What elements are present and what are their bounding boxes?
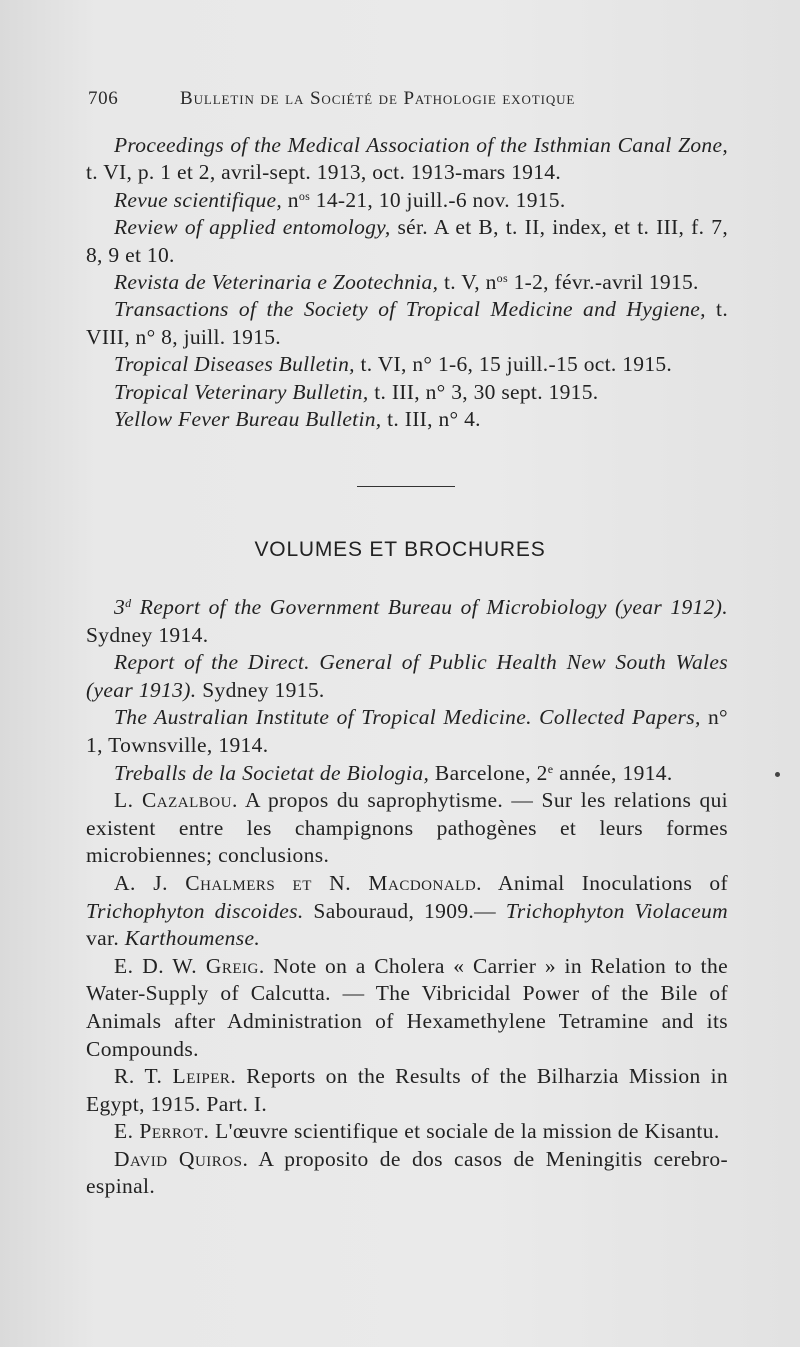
section-divider [357,486,455,487]
page-number: 706 [88,88,119,109]
author-name: E. Perrot. [114,1119,210,1144]
section-title: VOLUMES ET BROCHURES [254,538,546,561]
volume-entry: A. J. Chalmers et N. Macdonald. Animal Inoculations of Trichophyton discoides. Sabouraud, 1909.— Trichophyton Violaceum var. Karthoumense. [86,870,728,951]
periodicals-list [86,132,728,433]
periodical-entry: Revista de Veterinaria e Zootechnia, t. V, $n^{os}$ 1-2, févr.-avril 1915. [114,270,699,295]
ink-speck [775,772,780,777]
author-name: R. T. Leiper. [114,1064,237,1089]
volume-entry: David Quiros. A proposito de dos casos de Meningitis cerebro-espinal. [86,1146,729,1199]
periodical-entry: Proceedings of the Medical Association of the Isthmian Canal Zone, t. VI, p. 1 et 2, avril-sept. 1913, oct. 1913-mars 1914. [86,133,728,185]
volume-entry: The Australian Institute of Tropical Medicine. Collected Papers, n° 1, Townsville, 1914. [86,705,728,757]
periodical-entry: Tropical Veterinary Bulletin, t. III, n° 3, 30 sept. 1915. [114,379,599,404]
running-header [88,88,748,110]
periodical-entry: Transactions of the Society of Tropical Medicine and Hygiene, t. VIII, n° 8, juill. 1915. [86,297,728,349]
author-name: E. D. W. Greig. [114,953,265,978]
volume-entry: L. Cazalbou. A propos du saprophytisme. — Sur les relations qui existent entre les champignons pathogènes et leurs formes microbiennes; conclusions. [86,788,728,868]
volume-entry: Treballs de la Societat de Biologia, Barcelone, 2e année, 1914. [114,760,673,785]
volume-entry: E. D. W. Greig. Note on a Cholera « Carrier » in Relation to the Water-Supply of Calcutta. — The Vibricidal Power of the Bile of Animals after Administration of Hexamethylene Tetramine and its Compounds. [86,953,728,1061]
author-name: David Quiros. [114,1146,249,1171]
volume-entry: Report of the Direct. General of Public Health New South Wales (year 1913). Sydney 1915. [86,650,728,702]
author-name: L. Cazalbou. [114,788,238,813]
periodical-entry: Review of applied entomology, sér. A et B, t. II, index, et t. III, f. 7, 8, 9 et 10. [86,215,728,267]
volume-entry: E. Perrot. L'œuvre scientifique et sociale de la mission de Kisantu. [114,1119,720,1144]
volume-entry: 3$^d$ Report of the Government Bureau of Microbiology (year 1912). Sydney 1914. [86,595,728,647]
author-name: A. J. Chalmers et N. Macdonald. [114,870,483,895]
periodical-entry: Revue scientifique, $n^{os}$ 14-21, 10 juill.-6 nov. 1915. [114,187,566,212]
periodical-entry: Yellow Fever Bureau Bulletin, t. III, n° 4. [114,407,481,432]
journal-title: Bulletin de la Société de Pathologie exotique [180,88,576,109]
volume-entry: R. T. Leiper. Reports on the Results of the Bilharzia Mission in Egypt, 1915. Part. I. [86,1064,729,1116]
periodical-entry: Tropical Diseases Bulletin, t. VI, n° 1-6, 15 juill.-15 oct. 1915. [114,352,673,377]
volumes-list [86,594,728,1201]
